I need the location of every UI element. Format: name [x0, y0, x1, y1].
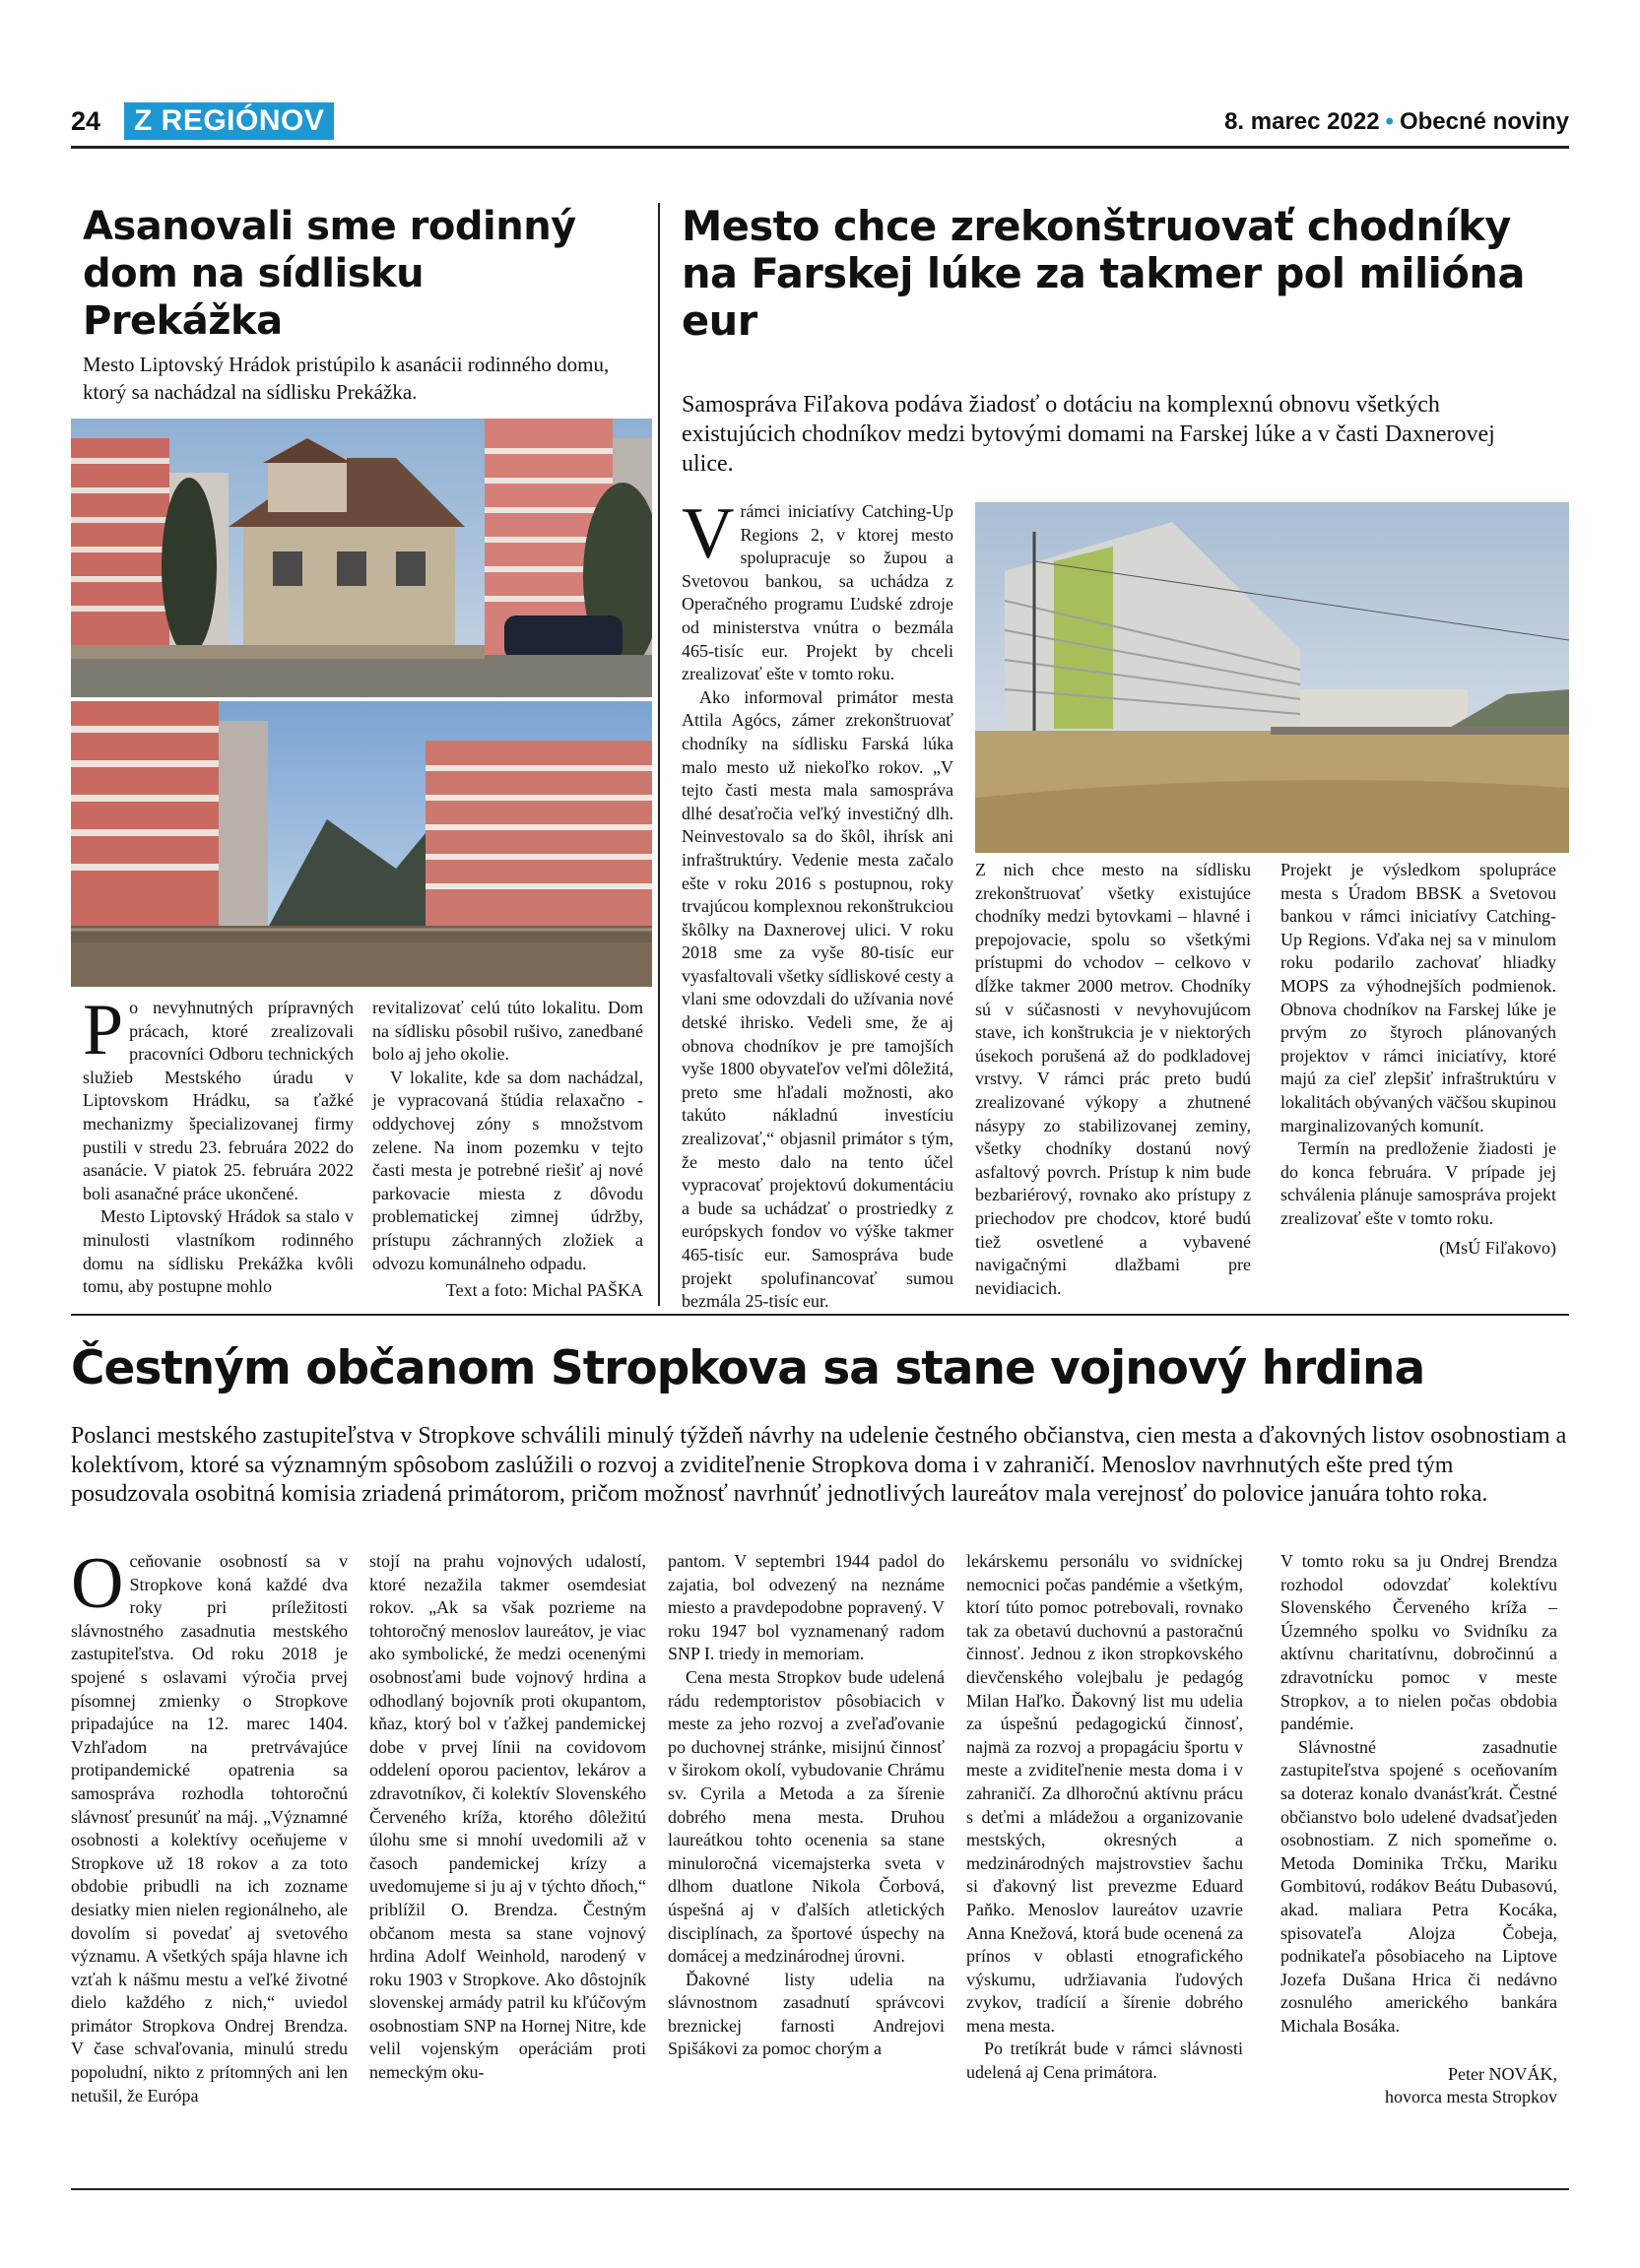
article1-col2 [372, 997, 643, 1302]
article1-paragraph: V lokalite, kde sa dom nachádzal, je vypracovaná štúdia relaxačno - oddychovej zóny s množstvom zelene. Na inom pozemku v tejto časti mesta je potrebné riešiť aj nové parkovacie miesta z dôvodu problematickej zimnej údržby, prístupu záchranných zložiek a odvozu komunálneho odpadu. [372, 1067, 643, 1273]
issue-date: 8. marec 2022 [1224, 108, 1380, 135]
article1-byline: Text a foto: Michal PAŠKA [445, 1280, 643, 1301]
article1-photo-house [71, 419, 652, 697]
article3-paragraph: lekárskemu personálu vo svidníckej nemocnici počas pandémie a všetkým, ktorí túto pomoc potrebovali, rovnako tak za obetavú duchovnú a pastoračnú činnosť. Jednou z ikon stropkovského dievčenského volejbalu je pedagóg Milan Haľko. Ďakovný list mu udelia za úspešnú pedagogickú činnosť, najmä za rozvoj a propagáciu športu v meste a zviditeľnenie mesta doma i v zahraničí. Za dlhoročnú aktívnu prácu s deťmi a mládežou a organizovanie mestských, okresných a medzinárodných majstrovstiev šachu si ďakovný list prevezme Eduard Paňko. Menoslov laureátov uzavrie Anna Knežová, ktorá bude ocenená za prínos v oblasti etnografického výskumu, udržiavania ľudových zvykov, tradícií a šírenie dobrého mena mesta. [966, 1551, 1243, 2036]
article3-col1 [71, 1543, 348, 2107]
article3-paragraph: Cena mesta Stropkov bude udelená rádu redemptoristov pôsobiacich v meste za jeho rozvoj a zveľaďovanie po duchovnej stránke, misijnú činnosť v širokom okolí, vybudovanie Chrámu sv. Cyrila a Metoda a za šírenie dobrého mena mesta. Druhou laureátkou tohto ocenenia sa stane minuloročná vicemajsterka sveta v dlhom duatlone Nikola Čorbová, úspešná aj v ďalších atletických disciplínach, za športové úspechy na domácej a medzinárodnej úrovni. [668, 1666, 945, 1967]
article3-paragraph: pantom. V septembri 1944 padol do zajatia, bol odvezený na neznáme miesto a pravdepodobne popravený. V roku 1947 bol vyznamenaný radom SNP I. triedy in memoriam. [668, 1551, 945, 1664]
article3-paragraph: Slávnostné zasadnutie zastupiteľstva spojené s oceňovaním sa doteraz konalo dvanásťkrát. Čestné občianstvo bolo udelené dvadsaťjeden osobnostiam. Z nich spomeňme o. Metoda Dominika Trčku, Mariku Gombitovú, rodákov Beátu Dubasovú, akad. maliara Petra Kocáka, spisovateľa Alojza Čobeja, podnikateľa pôsobiaceho na Liptove Jozefa Dušana Hrica či nedávno zosnulého amerického bankára Michala Bosáka. [1280, 1736, 1557, 2036]
article1-lead: Mesto Liptovský Hrádok pristúpilo k asanácii rodinného domu, ktorý sa nachádzal na sídlisku Prekážka. [83, 353, 610, 404]
article3-paragraph: Po tretíkrát bude v rámci slávnosti udelená aj Cena primátora. [966, 2039, 1243, 2083]
article2-paragraph: rámci iniciatívy Catching-Up Regions 2, v ktorej mesto spolupracuje so župou a Svetovou bankou, sa uchádza z Operačného programu Ľudské zdroje od ministerstva vnútra o bezmála 465-tisíc eur. Projekt by chceli zrealizovať ešte v tomto roku. [682, 501, 953, 684]
byline-name: Peter NOVÁK, [1448, 2064, 1557, 2085]
article3-col2 [369, 1550, 646, 2085]
article3-col3 [668, 1550, 945, 2061]
article3-col4 [966, 1550, 1243, 2085]
article2-col2 [975, 859, 1251, 1300]
article1-paragraph: Mesto Liptovský Hrádok sa stalo v minulosti vlastníkom rodinného domu na sídlisku Prekážka kvôli tomu, aby postupne mohlo [83, 1206, 354, 1297]
article2-dropcap: V [682, 493, 735, 574]
article2-paragraph: Z nich chce mesto na sídlisku zrekonštruovať všetky existujúce chodníky medzi bytovkami – hlavné i prepojovacie, spolu so všetkými prístupmi do vchodov – celkovo v dĺžke takmer 2000 metrov. Chodníky sú v súčasnosti v nevyhovujúcom stave, ich konštrukcia je v niektorých úsekoch porušená až do podkladovej vrstvy. V rámci prác preto budú zrealizované výkopy a zhutnené násypy zo stabilizovanej zeminy, všetky chodníky dostanú nový asfaltový povrch. Prístup k nim bude bezbariérový, rovnako ako prístupy z priechodov pre chodcov, ktoré budú tiež osvetlené a vybavené navigačnými dlažbami pre nevidiacich. [975, 860, 1251, 1298]
article2-col1 [682, 493, 953, 1314]
article2-photo-estate [975, 502, 1569, 853]
section-label: Z REGIÓNOV [124, 102, 334, 140]
article2-title: Mesto chce zrekonštruovať chodníky na Farskej lúke za takmer pol milióna eur [682, 202, 1525, 345]
footer-rule [71, 2188, 1569, 2190]
article3-paragraph: V tomto roku sa ju Ondrej Brendza rozhodol odovzdať kolektívu Slovenského Červeného kríža – Územného spolku vo Svidníku za aktívnu charitatívnu, dobročinnú a zdravotnícku pomoc v meste Stropkov, a to nielen počas obdobia pandémie. [1280, 1551, 1557, 1734]
article2-byline: (MsÚ Fiľakovo) [1439, 1237, 1556, 1258]
article3-lead: Poslanci mestského zastupiteľstva v Stropkove schválili minulý týždeň návrhy na udelenie čestného občianstva, cien mesta a ďakovných listov osobnostiam a kolektívom, ktoré sa významným spôsobom zaslúžili o rozvoj a zviditeľnenie Stropkova doma i v zahraničí. Menoslov navrhnutých ešte pred tým posudzovala osobitná komisia zriadená primátorom, pričom možnosť navrhnúť jednotlivých laureátov mala verejnosť do polovice januára tohto roka. [71, 1423, 1567, 1507]
article2-col3 [1280, 859, 1556, 1260]
article1-paragraph: revitalizovať celú túto lokalitu. Dom na sídlisku pôsobil rušivo, zanedbané bolo aj jeho okolie. [372, 998, 643, 1065]
article3-paragraph: Ďakovné listy udelia na slávnostnom zasadnutí správcovi breznickej farnosti Andrejovi Spišákovi za pomoc chorým a [668, 1969, 945, 2059]
article-divider [71, 1314, 1569, 1316]
article1-photo-site [71, 701, 652, 987]
article3-dropcap: O [71, 1543, 124, 1624]
article2-paragraph: Projekt je výsledkom spolupráce mesta s Úradom BBSK a Svetovou bankou v rámci iniciatívy Catching-Up Regions. Vďaka nej sa v minulom roku podarilo zachovať hliadky MOPS za výhodnejších podmienok. Obnova chodníkov na Farskej lúke je prvým zo štyroch plánovaných projektov v rámci iniciatívy, ktoré majú za cieľ zlepšiť infraštruktúru v lokalitách obývaných väčšou skupinou marginalizovaných komunít. [1280, 860, 1556, 1135]
article1-title: Asanovali sme rodinný dom na sídlisku Prekážka [83, 204, 576, 344]
article3-paragraph: ceňovanie osobností sa v Stropkove koná každé dva roky pri príležitosti slávnostného zasadnutia mestského zastupiteľstva. Od roku 2018 je spojené s oslavami výročia prvej písomnej zmienky o Stropkove pripadajúce na 12. marec 1404. Vzhľadom na pretrvávajúce protipandemické opatrenia sa samospráva rozhodla tohtoročnú slávnosť presunúť na máj. „Významné osobnosti a kolektívy oceňujeme v Stropkove už 18 rokov a za toto obdobie pribudli na ich zozname desiatky mien nielen regionálneho, ale dovolím si povedať aj svetového významu. A všetkých spája hlavne ich vzťah k nášmu mestu a veľké životné dielo každého z nich,“ uviedol primátor Stropkova Ondrej Brendza. V čase schvaľovania, minulú stredu popoludní, nikto z prítomných ani len netušil, že Európa [71, 1551, 348, 2106]
page-number: 24 [71, 106, 101, 136]
publication-name: Obecné noviny [1399, 108, 1569, 135]
header-bullet: • [1385, 108, 1394, 135]
header-info [1224, 108, 1569, 136]
article1-paragraph: o nevyhnutných prípravných prácach, ktoré zrealizovali pracovníci Odboru technických služieb Mestského úradu v Liptovskom Hrádku, sa ťažké mechanizmy špecializovanej firmy pustili v stredu 23. februára 2022 do asanácie. V piatok 25. februára 2022 boli asanačné práce ukončené. [83, 998, 354, 1203]
article3-col5 [1280, 1550, 1557, 2108]
article3-byline [1280, 2063, 1557, 2108]
article2-lead: Samospráva Fiľakova podáva žiadosť o dotáciu na komplexnú obnovu všetkých existujúcich chodníkov medzi bytovými domami na Farskej lúke a v časti Daxnerovej ulice. [682, 392, 1495, 477]
article3-paragraph: stojí na prahu vojnových udalostí, ktoré nezažila takmer osemdesiat rokov. „Ak sa však pozrieme na tohtoročný menoslov laureátov, je viac ako symbolické, že medzi ocenenými osobnosťami bude vojnový hrdina a odhodlaný bojovník proti okupantom, kňaz, ktorý bol v ťažkej pandemickej dobe v prvej línii na covidovom oddelení oporou pacientov, lekárov a zdravotníkov, či kolektív Slovenského Červeného kríža, ktorého dôležitú úlohu sme si mnohí uvedomili až v časoch pandemickej krízy a uvedomujeme si ju aj v týchto dňoch,“ priblížil O. Brendza. Čestným občanom mesta sa stane vojnový hrdina Adolf Weinhold, narodený v roku 1903 v Stropkove. Ako dôstojník slovenskej armády patril ku kľúčovým osobnostiam SNP na Hornej Nitre, kde velil vojenským operáciám proti nemeckým oku- [369, 1551, 646, 2083]
article2-paragraph: Ako informoval primátor mesta Attila Agócs, zámer zrekonštruovať chodníky na sídlisku Farská lúka malo mesto už niekoľko rokov. „V tejto časti mesta mala samospráva dlhé desaťročia veľký investičný dlh. Neinvestovalo sa do škôl, ihrísk ani infraštruktúry. Vedenie mesta začalo ešte v roku 2016 s postupnou, roky trvajúcou komplexnou rekonštrukciou škôlky na Daxnerovej ulici. V roku 2018 sme za vyše 80-tisíc eur vyasfaltovali všetky sídliskové cesty a vlani sme odovzdali do užívania nové detské ihrisko. Vedeli sme, že aj obnova chodníkov je pre tamojších vyše 1800 obyvateľov veľmi dôležitá, preto sme hľadali možnosti, ako takúto nákladnú investíciu zrealizovať,“ objasnil primátor s tým, že mesto dalo na tento účel vypracovať projektovú dokumentáciu a bude sa uchádzať o prostriedky z európskych fondov vo výške takmer 465-tisíc eur. Samospráva bude projekt spolufinancovať sumou bezmála 25-tisíc eur. [682, 686, 953, 1312]
article2-paragraph: Termín na predloženie žiadosti je do konca februára. V prípade jej schválenia plánuje samospráva projekt zrealizovať ešte v tomto roku. [1280, 1138, 1556, 1228]
article1-dropcap: P [83, 990, 124, 1070]
article3-title: Čestným občanom Stropkova sa stane vojnový hrdina [71, 1341, 1425, 1395]
column-divider [658, 203, 660, 1306]
article1-col1 [83, 990, 354, 1299]
header-rule [71, 146, 1569, 149]
byline-role: hovorca mesta Stropkov [1385, 2087, 1557, 2107]
